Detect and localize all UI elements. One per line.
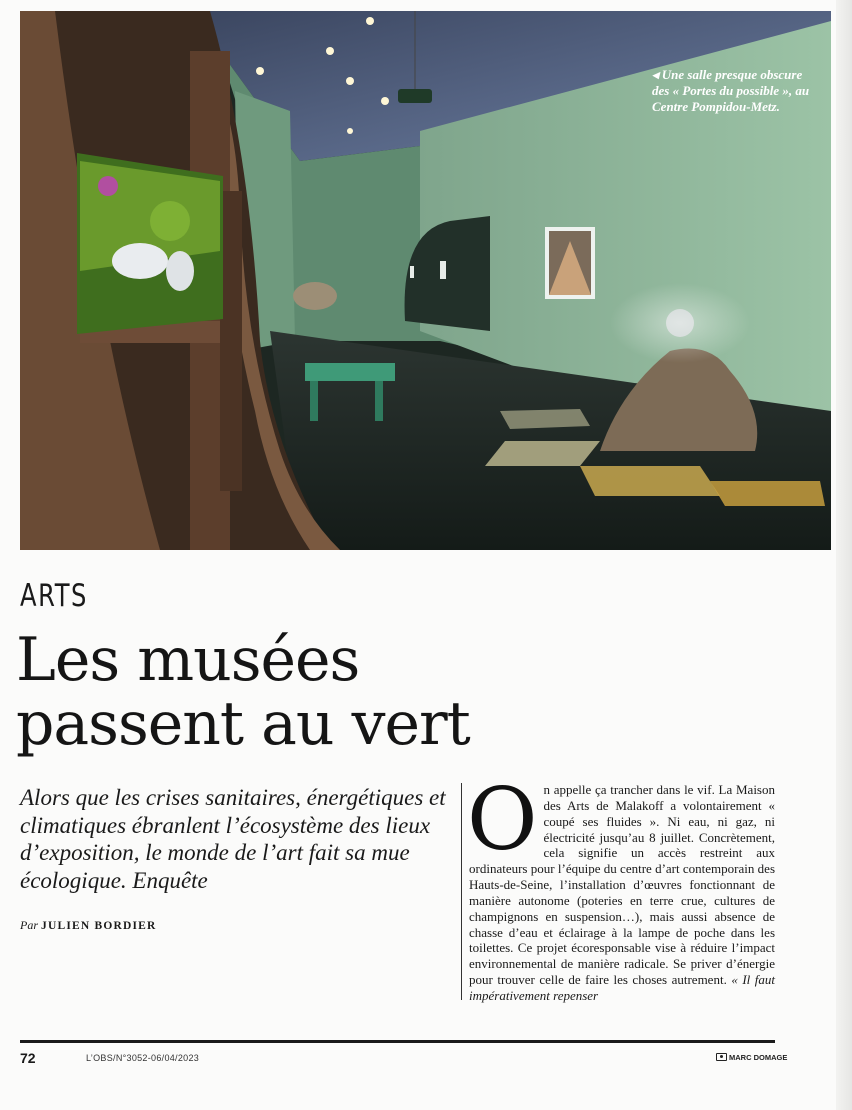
body-text: n appelle ça trancher dans le vif. La Maison des Arts de Malakoff a volontairement « coupé ses fluides ». Ni eau, ni gaz, ni électricité jusqu’au 8 juillet. Concrètement, cela signifie un accès restreint aux ordinateurs pour l’équipe du centre d’art contemporain des Hauts-de-Seine, l’installation d’œuvres fonctionnant de manière autonome (poteries en terre crue, cultures de champignons en suspension…), mais aussi absence de chasse d’eau et éclairage à la lampe de poche dans les toilettes. Ce projet écoresponsable vise à réduire l’impact environnemental de manière radicale. Se priver d’énergie pour trouver celle de faire les choses autrement. — [469, 782, 775, 988]
title-line-2: passent au vert — [16, 689, 470, 759]
article-body — [467, 770, 775, 1004]
body-quote: « Il faut impérativement repenser — [469, 972, 775, 1003]
page-number: 72 — [20, 1050, 36, 1066]
photo-credit-name: MARC DOMAGE — [729, 1053, 788, 1062]
byline — [20, 918, 157, 933]
standfirst: Alors que les crises sanitaires, énergétiques et climatiques ébranlent l’écosystème des lieux d’exposition, le monde de l’art fait sa mue écologique. Enquête — [20, 785, 446, 893]
title-line-1: Les musées — [16, 625, 360, 695]
page-edge — [836, 0, 852, 1110]
section-rubric: ARTS — [20, 578, 88, 614]
author-name: JULIEN BORDIER — [41, 920, 157, 932]
drop-cap: O — [467, 770, 538, 870]
exhibition-photo — [20, 11, 831, 550]
camera-icon — [716, 1053, 727, 1061]
footer-rule — [20, 1040, 775, 1043]
issue-info: L’OBS/N°3052-06/04/2023 — [86, 1053, 200, 1063]
article-title — [16, 625, 656, 759]
column-rule — [461, 783, 462, 1000]
photo-caption: ◂ Une salle presque obscure des « Portes du possible », au Centre Pompidou-Metz. — [652, 67, 810, 114]
photo-credit — [716, 1053, 787, 1062]
byline-prefix: Par — [20, 918, 38, 932]
